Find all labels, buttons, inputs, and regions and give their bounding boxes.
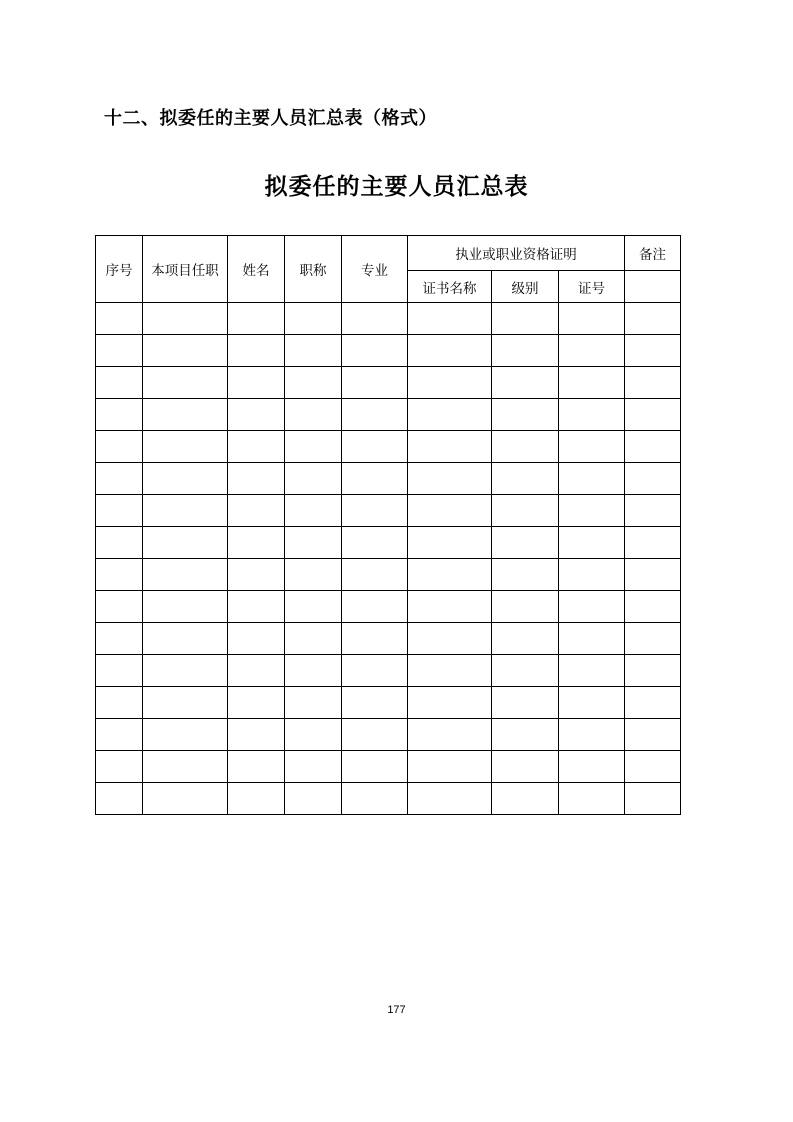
cell-specialty[interactable]	[342, 655, 408, 687]
cell-certificate-no[interactable]	[559, 399, 625, 431]
cell-serial[interactable]	[96, 335, 143, 367]
cell-project-role[interactable]	[143, 335, 228, 367]
cell-level[interactable]	[492, 431, 559, 463]
cell-title[interactable]	[285, 399, 342, 431]
cell-title[interactable]	[285, 367, 342, 399]
cell-level[interactable]	[492, 687, 559, 719]
header-certificate-no: 证号	[559, 271, 625, 303]
cell-certificate-no[interactable]	[559, 335, 625, 367]
cell-title[interactable]	[285, 783, 342, 815]
cell-title[interactable]	[285, 431, 342, 463]
table-row	[96, 623, 681, 655]
cell-certificate-name[interactable]	[408, 559, 492, 591]
cell-serial[interactable]	[96, 495, 143, 527]
cell-certificate-no[interactable]	[559, 463, 625, 495]
cell-level[interactable]	[492, 719, 559, 751]
cell-certificate-no[interactable]	[559, 431, 625, 463]
cell-name[interactable]	[228, 431, 285, 463]
cell-certificate-no[interactable]	[559, 367, 625, 399]
cell-project-role[interactable]	[143, 367, 228, 399]
cell-certificate-no[interactable]	[559, 303, 625, 335]
table-row	[96, 527, 681, 559]
header-specialty: 专业	[342, 236, 408, 303]
cell-project-role[interactable]	[143, 527, 228, 559]
cell-project-role[interactable]	[143, 655, 228, 687]
cell-remarks[interactable]	[625, 687, 681, 719]
table-row	[96, 655, 681, 687]
cell-level[interactable]	[492, 399, 559, 431]
cell-specialty[interactable]	[342, 719, 408, 751]
cell-level[interactable]	[492, 783, 559, 815]
cell-serial[interactable]	[96, 367, 143, 399]
cell-remarks[interactable]	[625, 335, 681, 367]
cell-name[interactable]	[228, 719, 285, 751]
cell-serial[interactable]	[96, 719, 143, 751]
cell-remarks[interactable]	[625, 719, 681, 751]
cell-serial[interactable]	[96, 303, 143, 335]
cell-level[interactable]	[492, 655, 559, 687]
cell-certificate-no[interactable]	[559, 655, 625, 687]
cell-specialty[interactable]	[342, 303, 408, 335]
cell-specialty[interactable]	[342, 687, 408, 719]
cell-serial[interactable]	[96, 527, 143, 559]
cell-certificate-name[interactable]	[408, 335, 492, 367]
header-remarks: 备注	[625, 236, 681, 271]
cell-name[interactable]	[228, 367, 285, 399]
table-row	[96, 687, 681, 719]
cell-name[interactable]	[228, 751, 285, 783]
cell-name[interactable]	[228, 591, 285, 623]
cell-name[interactable]	[228, 399, 285, 431]
table-row	[96, 399, 681, 431]
cell-specialty[interactable]	[342, 431, 408, 463]
cell-level[interactable]	[492, 527, 559, 559]
cell-remarks[interactable]	[625, 431, 681, 463]
cell-certificate-no[interactable]	[559, 719, 625, 751]
cell-certificate-name[interactable]	[408, 623, 492, 655]
header-name: 姓名	[228, 236, 285, 303]
cell-remarks[interactable]	[625, 623, 681, 655]
personnel-summary-table	[95, 235, 681, 815]
table-body	[96, 303, 681, 815]
cell-specialty[interactable]	[342, 559, 408, 591]
cell-name[interactable]	[228, 783, 285, 815]
cell-serial[interactable]	[96, 751, 143, 783]
cell-title[interactable]	[285, 687, 342, 719]
cell-specialty[interactable]	[342, 495, 408, 527]
cell-serial[interactable]	[96, 687, 143, 719]
cell-title[interactable]	[285, 527, 342, 559]
cell-certificate-no[interactable]	[559, 751, 625, 783]
cell-certificate-name[interactable]	[408, 719, 492, 751]
cell-serial[interactable]	[96, 559, 143, 591]
table-row	[96, 367, 681, 399]
table-row	[96, 431, 681, 463]
cell-certificate-name[interactable]	[408, 687, 492, 719]
cell-title[interactable]	[285, 463, 342, 495]
cell-project-role[interactable]	[143, 719, 228, 751]
table-row	[96, 783, 681, 815]
cell-certificate-name[interactable]	[408, 751, 492, 783]
cell-certificate-name[interactable]	[408, 399, 492, 431]
table-row	[96, 751, 681, 783]
cell-certificate-no[interactable]	[559, 591, 625, 623]
cell-serial[interactable]	[96, 783, 143, 815]
cell-certificate-no[interactable]	[559, 495, 625, 527]
cell-title[interactable]	[285, 719, 342, 751]
cell-specialty[interactable]	[342, 335, 408, 367]
cell-certificate-name[interactable]	[408, 303, 492, 335]
cell-name[interactable]	[228, 527, 285, 559]
cell-title[interactable]	[285, 303, 342, 335]
cell-remarks[interactable]	[625, 591, 681, 623]
cell-level[interactable]	[492, 335, 559, 367]
cell-serial[interactable]	[96, 623, 143, 655]
cell-specialty[interactable]	[342, 527, 408, 559]
table-row	[96, 495, 681, 527]
cell-project-role[interactable]	[143, 303, 228, 335]
cell-certificate-no[interactable]	[559, 687, 625, 719]
table-title: 拟委任的主要人员汇总表	[264, 174, 529, 200]
cell-level[interactable]	[492, 463, 559, 495]
cell-certificate-name[interactable]	[408, 655, 492, 687]
cell-title[interactable]	[285, 655, 342, 687]
cell-title[interactable]	[285, 751, 342, 783]
cell-project-role[interactable]	[143, 399, 228, 431]
cell-project-role[interactable]	[143, 495, 228, 527]
cell-specialty[interactable]	[342, 399, 408, 431]
cell-specialty[interactable]	[342, 463, 408, 495]
cell-name[interactable]	[228, 463, 285, 495]
cell-level[interactable]	[492, 303, 559, 335]
header-remarks-sub	[625, 271, 681, 303]
cell-name[interactable]	[228, 687, 285, 719]
table-row	[96, 335, 681, 367]
table-row	[96, 463, 681, 495]
cell-name[interactable]	[228, 335, 285, 367]
cell-title[interactable]	[285, 623, 342, 655]
cell-level[interactable]	[492, 623, 559, 655]
header-serial: 序号	[96, 236, 143, 303]
cell-project-role[interactable]	[143, 783, 228, 815]
cell-title[interactable]	[285, 335, 342, 367]
cell-level[interactable]	[492, 591, 559, 623]
cell-certificate-name[interactable]	[408, 783, 492, 815]
table-row	[96, 303, 681, 335]
cell-name[interactable]	[228, 559, 285, 591]
cell-certificate-name[interactable]	[408, 495, 492, 527]
cell-remarks[interactable]	[625, 367, 681, 399]
cell-project-role[interactable]	[143, 463, 228, 495]
cell-certificate-no[interactable]	[559, 559, 625, 591]
header-project-role: 本项目任职	[143, 236, 228, 303]
cell-level[interactable]	[492, 495, 559, 527]
cell-certificate-name[interactable]	[408, 591, 492, 623]
cell-specialty[interactable]	[342, 783, 408, 815]
cell-title[interactable]	[285, 591, 342, 623]
cell-serial[interactable]	[96, 399, 143, 431]
cell-specialty[interactable]	[342, 751, 408, 783]
header-certificate-name: 证书名称	[408, 271, 492, 303]
cell-title[interactable]	[285, 559, 342, 591]
cell-specialty[interactable]	[342, 623, 408, 655]
cell-level[interactable]	[492, 751, 559, 783]
cell-certificate-no[interactable]	[559, 783, 625, 815]
header-title: 职称	[285, 236, 342, 303]
page-number: 177	[387, 1004, 406, 1016]
cell-name[interactable]	[228, 655, 285, 687]
cell-project-role[interactable]	[143, 559, 228, 591]
cell-remarks[interactable]	[625, 527, 681, 559]
cell-certificate-name[interactable]	[408, 367, 492, 399]
section-heading: 十二、拟委任的主要人员汇总表（格式）	[104, 108, 437, 129]
table-row	[96, 719, 681, 751]
cell-project-role[interactable]	[143, 431, 228, 463]
cell-certificate-no[interactable]	[559, 623, 625, 655]
cell-certificate-no[interactable]	[559, 527, 625, 559]
cell-project-role[interactable]	[143, 591, 228, 623]
cell-name[interactable]	[228, 623, 285, 655]
cell-specialty[interactable]	[342, 591, 408, 623]
cell-remarks[interactable]	[625, 463, 681, 495]
cell-name[interactable]	[228, 495, 285, 527]
cell-serial[interactable]	[96, 655, 143, 687]
cell-remarks[interactable]	[625, 495, 681, 527]
cell-serial[interactable]	[96, 463, 143, 495]
cell-remarks[interactable]	[625, 303, 681, 335]
cell-level[interactable]	[492, 559, 559, 591]
cell-project-role[interactable]	[143, 623, 228, 655]
table-row	[96, 591, 681, 623]
cell-certificate-name[interactable]	[408, 463, 492, 495]
cell-certificate-name[interactable]	[408, 527, 492, 559]
header-level: 级别	[492, 271, 559, 303]
cell-name[interactable]	[228, 303, 285, 335]
cell-serial[interactable]	[96, 591, 143, 623]
cell-remarks[interactable]	[625, 751, 681, 783]
cell-project-role[interactable]	[143, 687, 228, 719]
cell-specialty[interactable]	[342, 367, 408, 399]
cell-remarks[interactable]	[625, 783, 681, 815]
cell-remarks[interactable]	[625, 399, 681, 431]
cell-project-role[interactable]	[143, 751, 228, 783]
cell-remarks[interactable]	[625, 655, 681, 687]
cell-certificate-name[interactable]	[408, 431, 492, 463]
table-row	[96, 559, 681, 591]
cell-remarks[interactable]	[625, 559, 681, 591]
cell-serial[interactable]	[96, 431, 143, 463]
header-qualification-group: 执业或职业资格证明	[408, 236, 625, 271]
cell-title[interactable]	[285, 495, 342, 527]
cell-level[interactable]	[492, 367, 559, 399]
